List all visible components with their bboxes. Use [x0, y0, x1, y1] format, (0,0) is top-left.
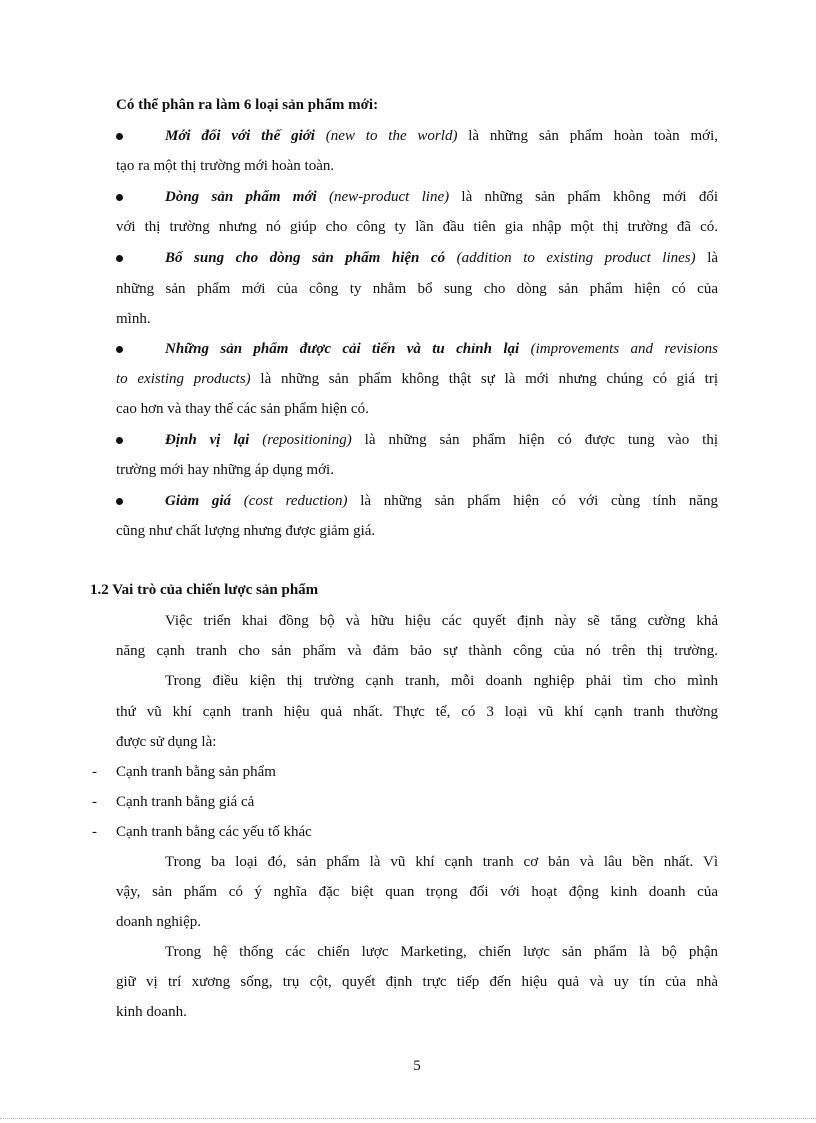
bullet-1-line-1: [165, 126, 718, 146]
bullet-4-english-cont: to existing products): [116, 371, 251, 387]
bullet-3-line-3: mình.: [116, 311, 151, 327]
bullet-dot-icon: [116, 194, 123, 201]
bullet-2-rest: là những sản phẩm không mới đối: [461, 189, 719, 205]
bullet-dot-icon: [116, 346, 123, 353]
bullet-2-line-2: với thị trường nhưng nó giúp cho công ty lần đầu tiên gia nhập một thị trường đã có.: [116, 219, 718, 235]
bullet-6-line-1: [165, 491, 718, 511]
para3-line-3: doanh nghiệp.: [116, 914, 201, 930]
bullet-2-term: Dòng sản phẩm mới: [165, 189, 317, 205]
bullet-4-line-2: [116, 369, 718, 389]
para4-line-1: Trong hệ thống các chiến lược Marketing, chiến lược sản phẩm là bộ phận: [165, 944, 718, 960]
bullet-4-line-3: cao hơn và thay thế các sản phẩm hiện có.: [116, 401, 369, 417]
bullet-6-rest: là những sản phẩm hiện có với cùng tính năng: [360, 493, 718, 509]
bullet-dot-icon: [116, 133, 123, 140]
para3-line-2: vậy, sản phẩm có ý nghĩa đặc biệt quan trọng đối với hoạt động kinh doanh của: [116, 884, 718, 900]
dash-marker: -: [92, 764, 97, 780]
bullet-1-term: Mới đối với thế giới: [165, 128, 315, 144]
bullet-6-line-2: cũng như chất lượng nhưng được giảm giá.: [116, 523, 376, 539]
bullet-3-rest: là: [707, 250, 719, 266]
dash-marker: -: [92, 794, 97, 810]
bullet-6-english: (cost reduction): [243, 493, 348, 509]
bullet-2-english: (new-product line): [329, 189, 450, 205]
bullet-3-line-2: những sản phẩm mới của công ty nhằm bổ sung cho dòng sản phẩm hiện có của: [116, 281, 718, 297]
bullet-2-line-1: [165, 187, 718, 207]
intro-heading: Có thể phân ra làm 6 loại sản phẩm mới:: [116, 97, 379, 113]
para2-line-1: Trong điều kiện thị trường cạnh tranh, mỗi doanh nghiệp phải tìm cho mình: [165, 673, 718, 689]
bullet-1-english: (new to the world): [325, 128, 458, 144]
bullet-6-term: Giảm giá: [165, 493, 232, 509]
bullet-dot-icon: [116, 437, 123, 444]
para2-line-3: được sử dụng là:: [116, 734, 217, 750]
bullet-3-term: Bổ sung cho dòng sản phẩm hiện có: [165, 250, 446, 266]
bullet-1-line-2: tạo ra một thị trường mới hoàn toàn.: [116, 158, 335, 174]
bullet-5-rest: là những sản phẩm hiện có được tung vào thị: [364, 432, 718, 448]
bullet-4-rest: là những sản phẩm không thật sự là mới nhưng chúng có giá trị: [260, 371, 719, 387]
bullet-3-line-1: [165, 248, 718, 268]
dash-item-2: Cạnh tranh bằng giá cả: [116, 794, 255, 810]
bullet-5-line-2: trường mới hay những áp dụng mới.: [116, 462, 334, 478]
bullet-3-english: (addition to existing product lines): [456, 250, 696, 266]
para1-line-2: năng cạnh tranh cho sản phẩm và đảm bảo sự thành công của nó trên thị trường.: [116, 643, 718, 659]
bullet-dot-icon: [116, 255, 123, 262]
para4-line-2: giữ vị trí xương sống, trụ cột, quyết định trực tiếp đến hiệu quả và uy tín của nhà: [116, 974, 718, 990]
bullet-4-english: (improvements and revisions: [530, 341, 719, 357]
para4-line-3: kinh doanh.: [116, 1004, 187, 1020]
bullet-4-term: Những sản phẩm được cải tiến và tu chỉnh lại: [165, 341, 520, 357]
para3-line-1: Trong ba loại đó, sản phẩm là vũ khí cạnh tranh cơ bản và lâu bền nhất. Vì: [165, 854, 718, 870]
page-bottom-border: [0, 1118, 816, 1119]
page-number: 5: [413, 1058, 421, 1074]
para1-line-1: Việc triển khai đồng bộ và hữu hiệu các quyết định này sẽ tăng cường khả: [165, 613, 718, 629]
section-heading: 1.2 Vai trò của chiến lược sản phẩm: [90, 582, 319, 598]
dash-item-3: Cạnh tranh bằng các yếu tố khác: [116, 824, 312, 840]
bullet-5-english: (repositioning): [262, 432, 352, 448]
bullet-dot-icon: [116, 498, 123, 505]
dash-marker: -: [92, 824, 97, 840]
bullet-4-line-1: [165, 339, 718, 359]
para2-line-2: thứ vũ khí cạnh tranh hiệu quả nhất. Thực tế, có 3 loại vũ khí cạnh tranh thường: [116, 704, 718, 720]
bullet-5-term: Định vị lại: [165, 432, 250, 448]
dash-item-1: Cạnh tranh bằng sản phẩm: [116, 764, 276, 780]
bullet-5-line-1: [165, 430, 718, 450]
bullet-1-rest: là những sản phẩm hoàn toàn mới,: [468, 128, 719, 144]
